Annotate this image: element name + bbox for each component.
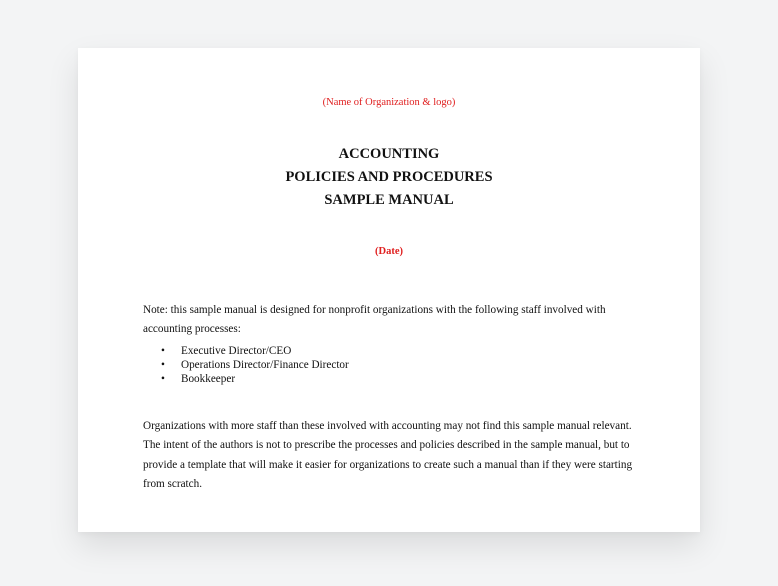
staff-list bbox=[161, 344, 349, 386]
list-item bbox=[161, 372, 349, 386]
bullet-icon: • bbox=[161, 345, 165, 357]
list-item-label: Executive Director/CEO bbox=[181, 345, 292, 357]
note-paragraph: Note: this sample manual is designed for nonprofit organizations with the following staff involved with accounting processes: bbox=[143, 304, 606, 335]
list-item-label: Bookkeeper bbox=[181, 373, 236, 385]
list-item bbox=[161, 344, 349, 358]
org-name-placeholder: (Name of Organization & logo) bbox=[322, 97, 456, 108]
title-line-1: ACCOUNTING bbox=[338, 146, 440, 162]
intro-paragraph: Organizations with more staff than these involved with accounting may not find this sample manual relevant. The intent of the authors is not to prescribe the processes and policies described in the sample manual, but to provide a template that will make it easier for organizations to create such a manual than if they were starting from scratch. bbox=[143, 420, 633, 490]
list-item bbox=[161, 358, 349, 372]
list-item-label: Operations Director/Finance Director bbox=[181, 359, 349, 371]
bullet-icon: • bbox=[161, 359, 165, 371]
title-line-2: POLICIES AND PROCEDURES bbox=[285, 169, 493, 185]
bullet-icon: • bbox=[161, 373, 165, 385]
document-page bbox=[78, 48, 700, 532]
document-title bbox=[78, 143, 700, 212]
date-placeholder: (Date) bbox=[375, 246, 403, 257]
title-line-3: SAMPLE MANUAL bbox=[324, 192, 454, 208]
